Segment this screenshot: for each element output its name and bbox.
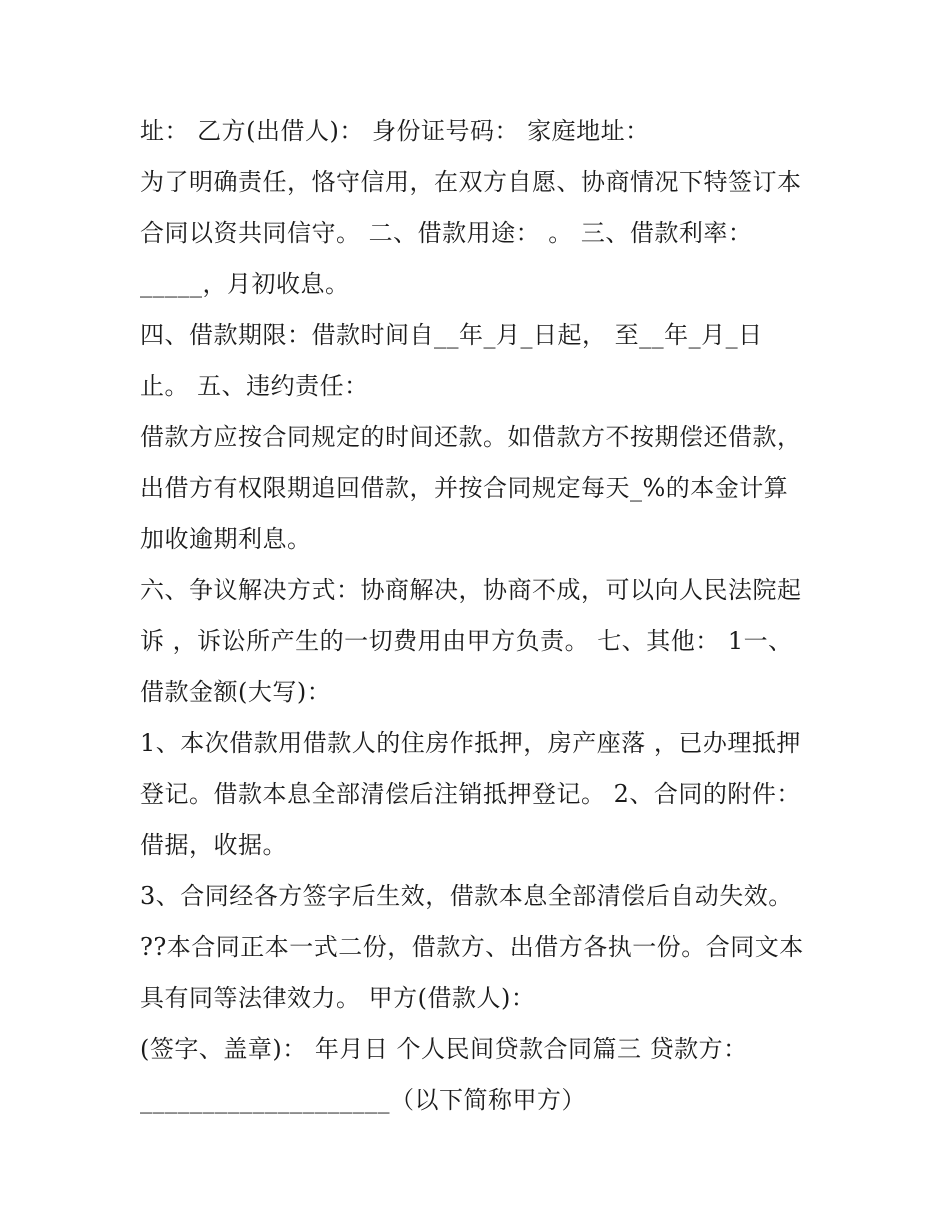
text-line: 六、争议解决方式：协商解决，协商不成，可以向人民法院起 [140, 576, 802, 604]
text-line: 合同以资共同信守。 二、借款用途： 。 三、借款利率： [140, 219, 753, 247]
text-line: 止。 五、违约责任： [140, 372, 369, 400]
text-line: ____________________（以下简称甲方） [140, 1086, 586, 1114]
text-line: 登记。借款本息全部清偿后注销抵押登记。 2、合同的附件： [140, 780, 801, 808]
text-line: ??本合同正本一式二份，借款方、出借方各执一份。合同文本 [140, 933, 804, 961]
text-line: _____，月初收息。 [140, 270, 350, 298]
text-line: 1、本次借款用借款人的住房作抵押，房产座落 ，已办理抵押 [140, 729, 801, 757]
text-line: 借据，收据。 [140, 831, 287, 859]
text-line: 借款金额(大写)： [140, 678, 332, 706]
text-line: 为了明确责任，恪守信用，在双方自愿、协商情况下特签订本 [140, 168, 802, 196]
text-line: 址： 乙方(出借人)： 身份证号码： 家庭地址： [140, 117, 650, 145]
contract-text [140, 106, 820, 1126]
text-line: 加收逾期利息。 [140, 525, 312, 553]
text-line: 具有同等法律效力。 甲方(借款人)： [140, 984, 536, 1012]
text-line: 四、借款期限：借款时间自__年_月_日起， 至__年_月_日 [140, 321, 763, 349]
text-line: 诉 ，诉讼所产生的一切费用由甲方负责。 七、其他： 1一、 [140, 627, 793, 655]
text-line: 3、合同经各方签字后生效，借款本息全部清偿后自动失效。 [140, 882, 793, 910]
text-line: (签字、盖章)： 年月日 个人民间贷款合同篇三 贷款方： [140, 1035, 748, 1063]
text-line: 出借方有权限期追回借款，并按合同规定每天_%的本金计算 [140, 474, 789, 502]
text-line: 借款方应按合同规定的时间还款。如借款方不按期偿还借款， [140, 423, 802, 451]
